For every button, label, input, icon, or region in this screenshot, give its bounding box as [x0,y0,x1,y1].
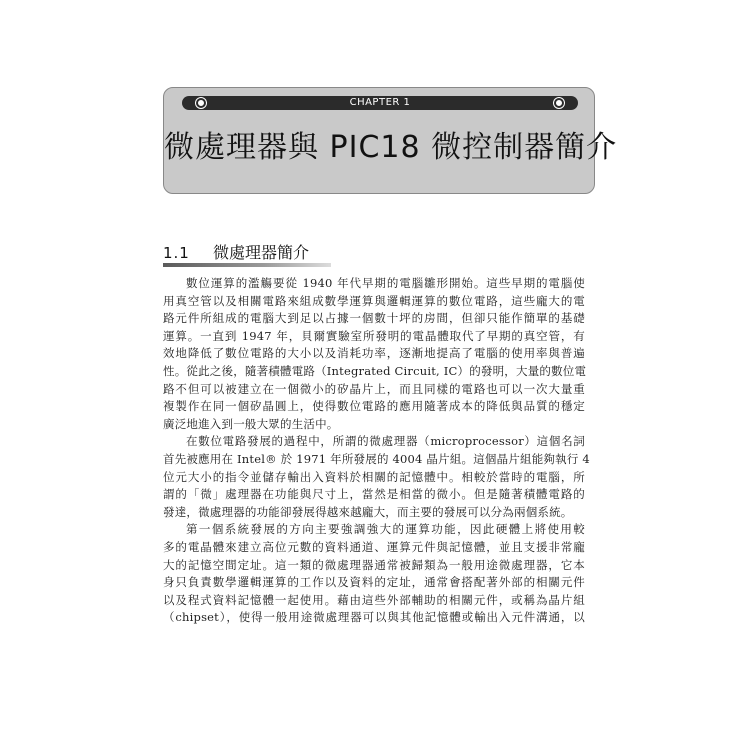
text-line: 多的電晶體來建立高位元數的資料通道、運算元件與記憶體，並且支援非常龐 [163,539,585,554]
text-line: 以及程式資料記憶體一起使用。藉由這些外部輔助的相關元件，或稱為晶片組 [163,592,585,607]
text-line: 用真空管以及相關電路來組成數學運算與邏輯運算的數位電路，這些龐大的電 [163,293,585,308]
text-line: 複製作在同一個矽晶圓上，使得數位電路的應用隨著成本的降低與品質的穩定 [163,399,585,414]
text-line: （chipset），使得一般用途微處理器可以與其他記憶體或輸出入元件溝通，以 [163,610,585,625]
circle-bullet-icon [554,98,564,108]
text-line: 路元件所組成的電腦大到足以占據一個數十坪的房間，但卻只能作簡單的基礎 [163,311,585,326]
text-line: 第一個系統發展的方向主要強調強大的運算功能，因此硬體上將使用較 [186,522,585,537]
text-line: 性。從此之後，隨著積體電路（Integrated Circuit, IC）的發明，大量的數位電 [163,363,587,378]
section-number: 1.1 [163,244,190,262]
text-line: 位元大小的指令並儲存輸出入資料於相關的記憶體中。相較於當時的電腦，所 [163,469,585,484]
text-line: 在數位電路發展的過程中，所謂的微處理器（microprocessor）這個名詞 [186,434,585,449]
text-line: 大的記憶空間定址。這一類的微處理器通常被歸類為一般用途微處理器，它本 [163,557,585,572]
text-line: 發達，微處理器的功能卻發展得越來越龐大，而主要的發展可以分為兩個系統。 [163,504,573,519]
text-line: 數位運算的濫觴要從 1940 年代早期的電腦雛形開始。這些早期的電腦使 [186,276,585,290]
text-line: 路不但可以被建立在一個微小的矽晶片上，而且同樣的電路也可以一次大量重 [163,381,585,396]
chapter-label: CHAPTER 1 [349,97,411,108]
body-text [163,275,590,627]
chapter-banner [163,87,618,194]
chapter-title: 微處理器與 PIC18 微控制器簡介 [164,130,618,165]
section-heading [163,243,331,267]
text-line: 身只負責數學邏輯運算的工作以及資料的定址，通常會搭配著外部的相關元件 [163,575,585,590]
text-line: 謂的「微」處理器在功能與尺寸上，當然是相當的微小。但是隨著積體電路的 [163,487,585,502]
text-line: 運算。一直到 1947 年，貝爾實驗室所發明的電晶體取代了早期的真空管，有 [163,328,585,343]
text-line: 廣泛地進入到一般大眾的生活中。 [163,416,339,431]
text-line: 效地降低了數位電路的大小以及消耗功率，逐漸地提高了電腦的使用率與普遍 [163,346,585,361]
text-line: 首先被應用在 Intel® 於 1971 年所發展的 4004 晶片組。這個晶片組能夠執行 4 [163,451,590,466]
chapter-label-bar [182,96,578,110]
section-title: 微處理器簡介 [213,243,310,262]
